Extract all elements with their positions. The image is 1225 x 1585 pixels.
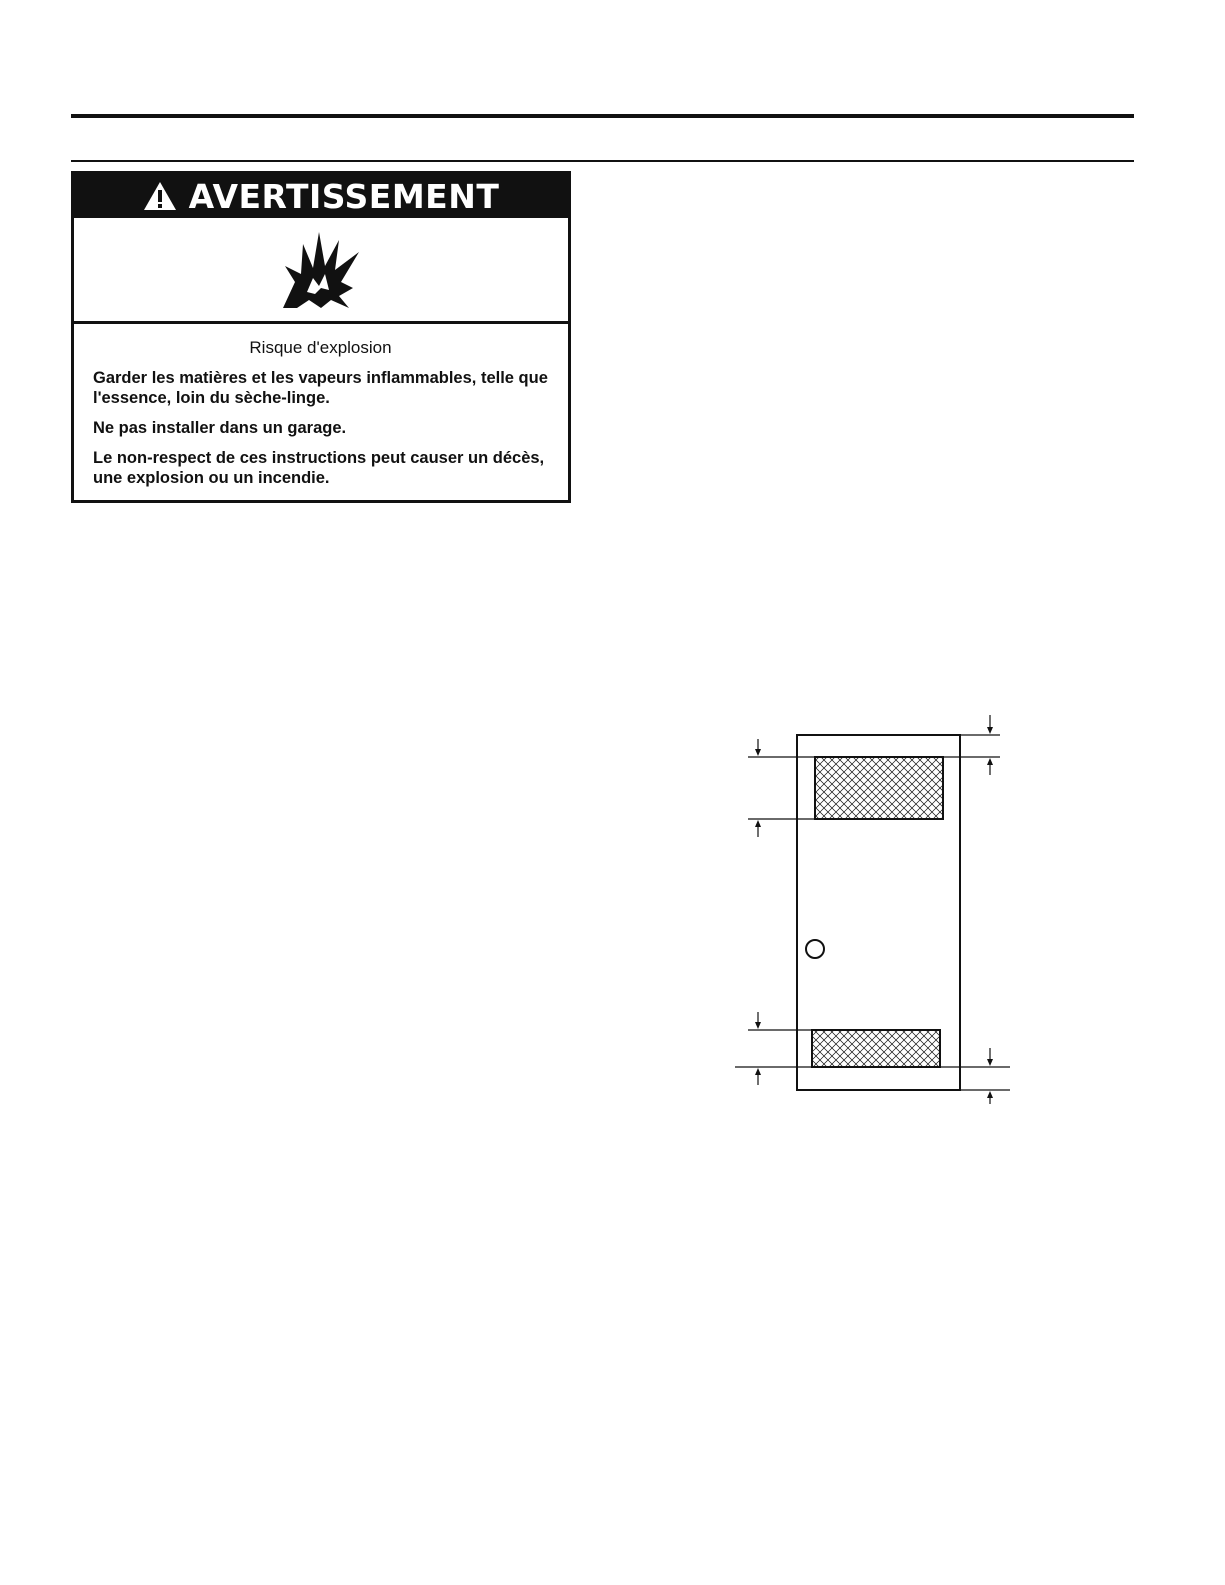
header-rule-top	[71, 114, 1134, 118]
warning-symbol-area	[74, 218, 568, 324]
warning-line: Garder les matières et les vapeurs inflammables, telle que l'essence, loin du sèche-linge.	[93, 369, 548, 407]
warning-signal-word: AVERTISSEMENT	[188, 176, 500, 216]
explosion-icon	[279, 230, 363, 310]
warning-line: Le non-respect de ces instructions peut causer un décès, une explosion ou un incendie.	[93, 449, 545, 487]
warning-hazard-title: Risque d'explosion	[249, 338, 392, 357]
warning-header	[74, 174, 568, 218]
warning-text	[74, 324, 568, 488]
header-rule-bottom	[71, 160, 1134, 162]
warning-triangle-icon	[143, 181, 177, 211]
warning-box	[71, 171, 571, 503]
door-knob	[806, 940, 824, 958]
lower-vent	[812, 1030, 940, 1067]
upper-vent	[815, 757, 943, 819]
warning-line: Ne pas installer dans un garage.	[93, 419, 347, 437]
door-vent-diagram	[720, 705, 1020, 1125]
